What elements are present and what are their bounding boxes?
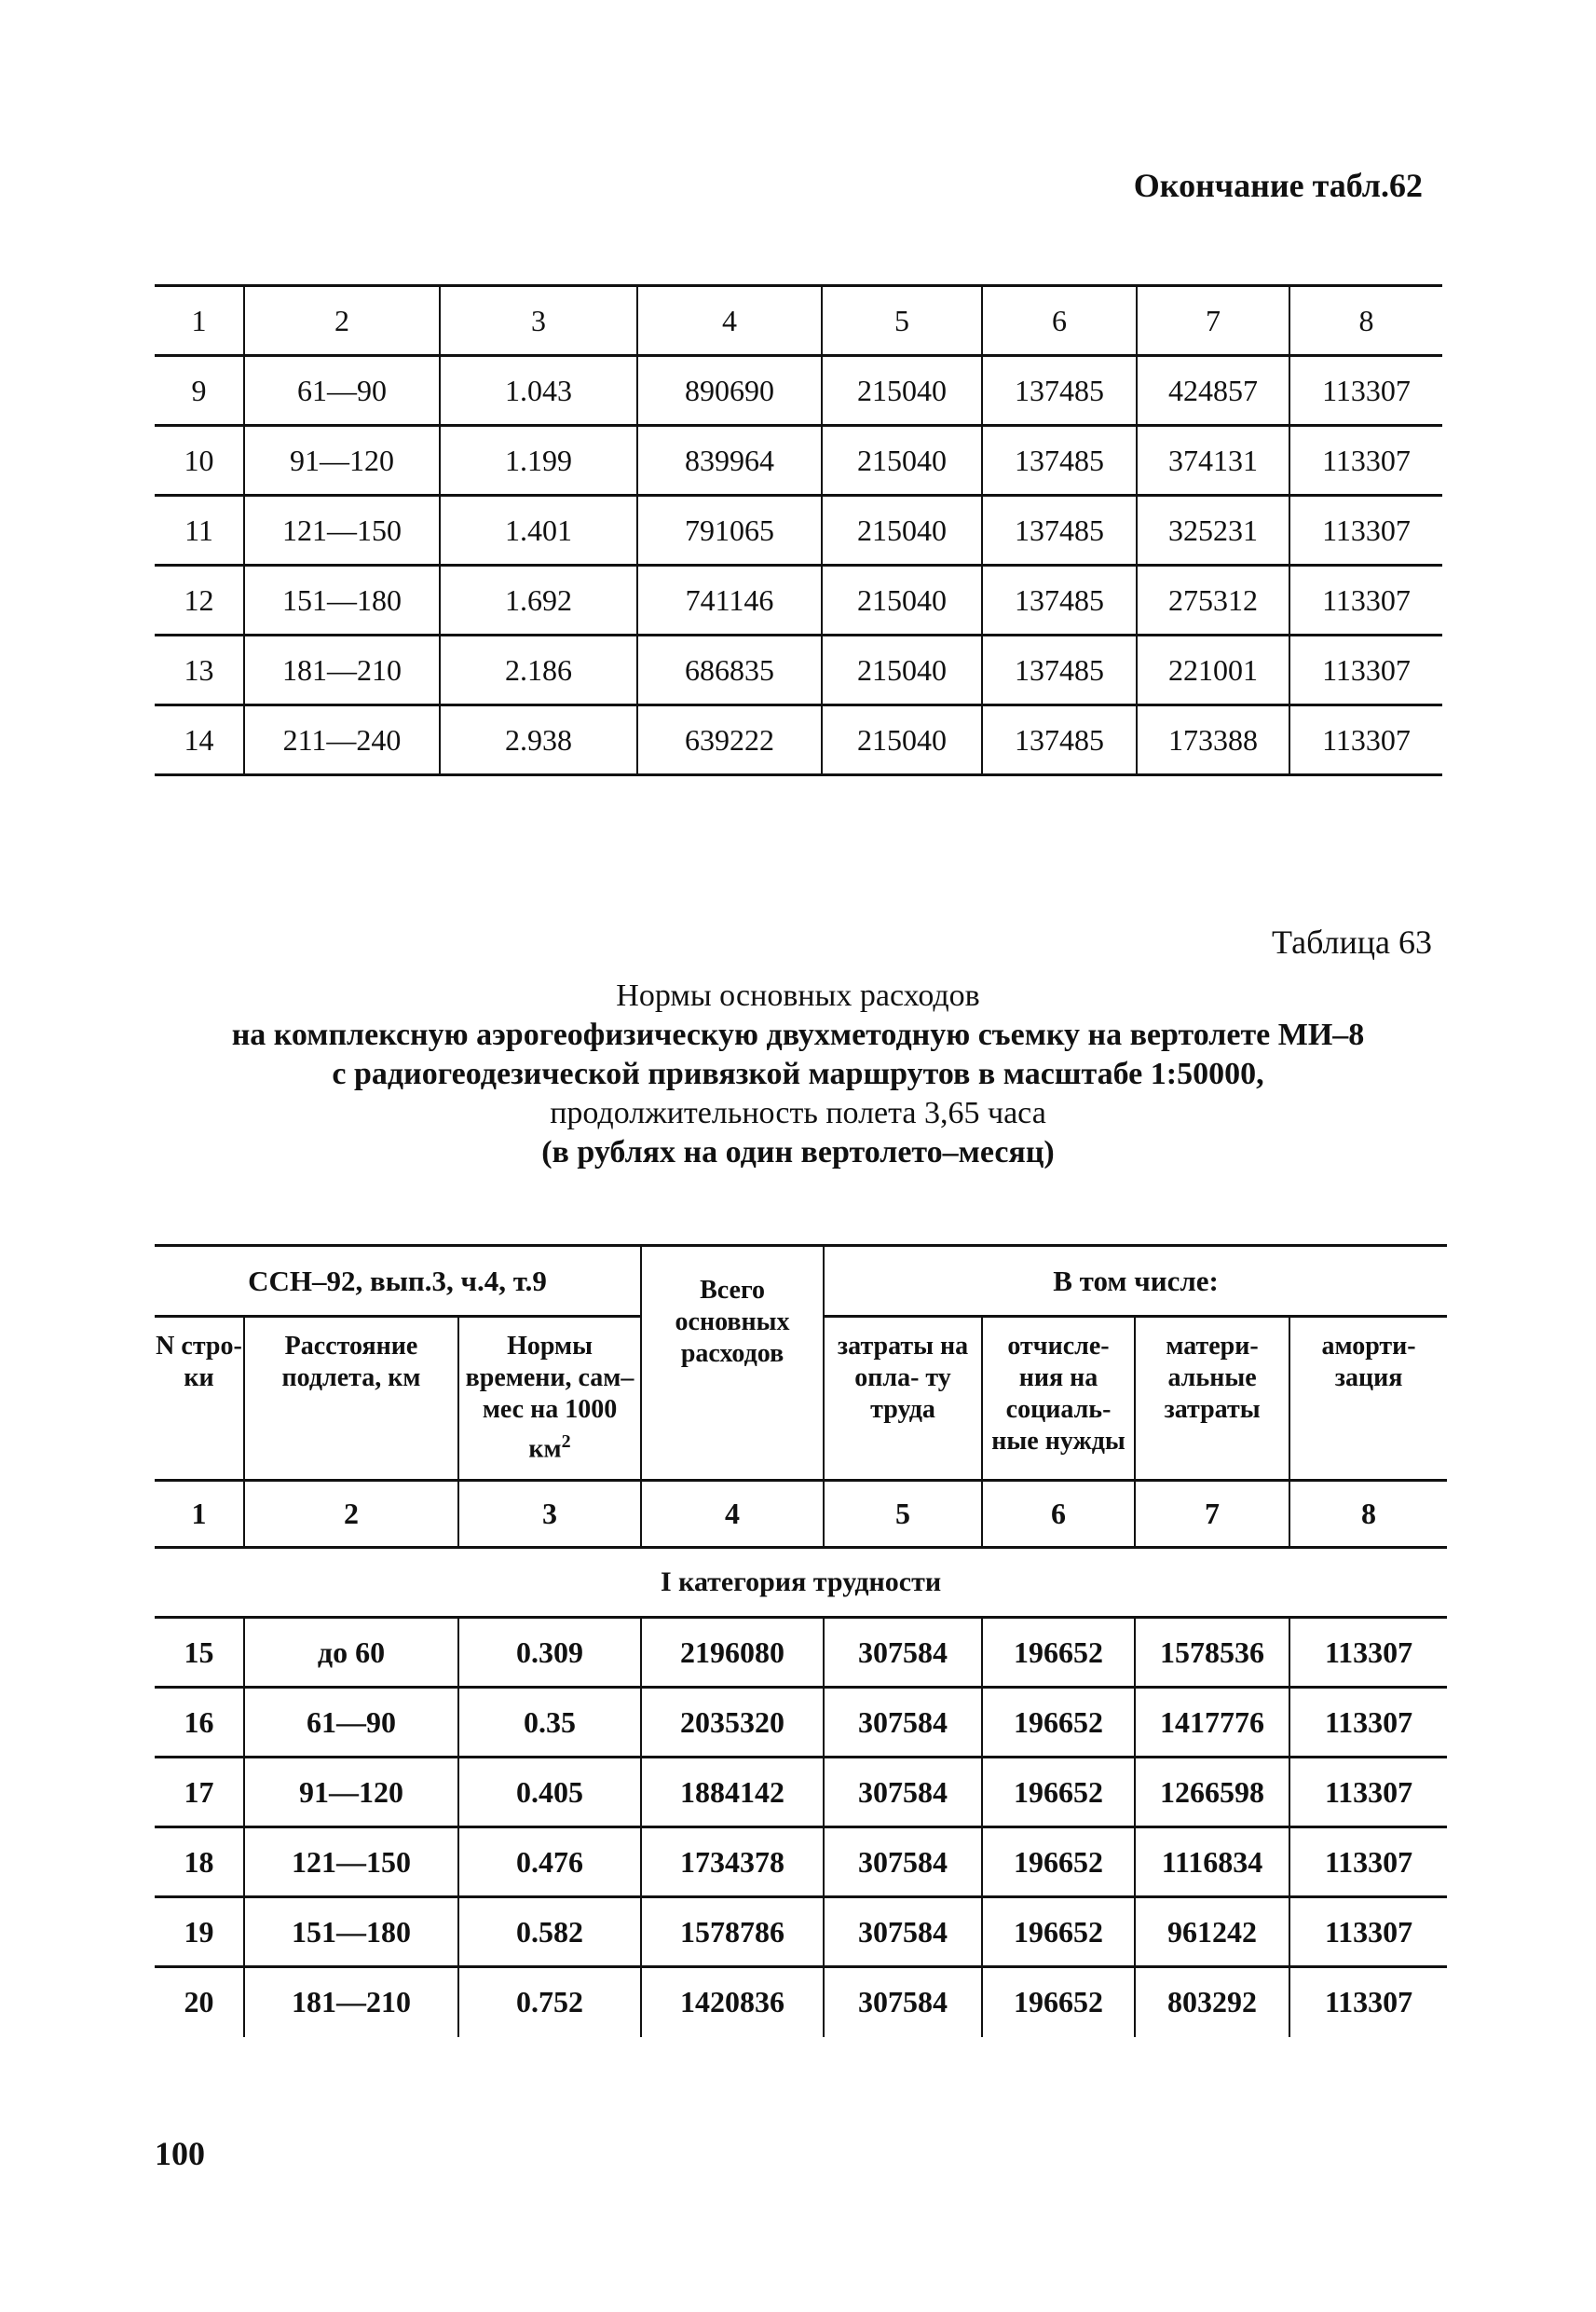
table-cell: 1.043 [440, 356, 637, 426]
table-row [155, 356, 1442, 426]
table-cell: 14 [155, 705, 244, 775]
table-cell: 1116834 [1135, 1827, 1289, 1897]
table-cell: 307584 [824, 1897, 982, 1967]
table-cell: 113307 [1289, 1967, 1447, 2037]
table-cell: 91—120 [244, 426, 440, 496]
table-63-label: Таблица 63 [1272, 923, 1432, 961]
column-number: 3 [440, 286, 637, 356]
table-cell: 137485 [982, 636, 1137, 705]
ssn-header: ССН–92, вып.3, ч.4, т.9 [155, 1246, 641, 1317]
table-cell: 0.405 [458, 1758, 641, 1827]
column-number: 7 [1135, 1481, 1289, 1548]
table-cell: 137485 [982, 566, 1137, 636]
table-cell: 113307 [1289, 356, 1442, 426]
table-cell: 61—90 [244, 1688, 458, 1758]
table-cell: 196652 [982, 1897, 1135, 1967]
time-norms-header: Нормы времени, сам–мес на 1000 $км^2$ [458, 1317, 641, 1481]
column-number: 5 [822, 286, 982, 356]
column-number: 3 [458, 1481, 641, 1548]
table-cell: 113307 [1289, 1827, 1447, 1897]
column-number: 2 [244, 286, 440, 356]
column-number: 4 [637, 286, 822, 356]
table-cell: 0.476 [458, 1827, 641, 1897]
table-cell: 9 [155, 356, 244, 426]
table-cell: 1.199 [440, 426, 637, 496]
table-row [155, 705, 1442, 775]
table-cell: 113307 [1289, 1897, 1447, 1967]
table-cell: 15 [155, 1618, 244, 1688]
table-cell: 196652 [982, 1688, 1135, 1758]
table-cell: 215040 [822, 426, 982, 496]
table-cell: 19 [155, 1897, 244, 1967]
table-cell: 791065 [637, 496, 822, 566]
table-cell: 374131 [1137, 426, 1289, 496]
table-cell: 307584 [824, 1758, 982, 1827]
table-cell: 121—150 [244, 1827, 458, 1897]
table-cell: 221001 [1137, 636, 1289, 705]
table-cell: 215040 [822, 356, 982, 426]
table-cell: 803292 [1135, 1967, 1289, 2037]
column-number: 2 [244, 1481, 458, 1548]
table-cell: 211—240 [244, 705, 440, 775]
table-cell: 1266598 [1135, 1758, 1289, 1827]
table-row [155, 636, 1442, 705]
table-row [155, 1688, 1447, 1758]
table-cell: 741146 [637, 566, 822, 636]
table-cell: 686835 [637, 636, 822, 705]
table-cell: 151—180 [244, 1897, 458, 1967]
page-number: 100 [155, 2135, 205, 2172]
table-cell: 61—90 [244, 356, 440, 426]
table-cell: 113307 [1289, 1688, 1447, 1758]
table-cell: 113307 [1289, 636, 1442, 705]
table-cell: 20 [184, 1985, 214, 2019]
table-cell: 91—120 [244, 1758, 458, 1827]
table-cell: 0.309 [458, 1618, 641, 1688]
table-cell: 13 [155, 636, 244, 705]
table-cell: 1884142 [641, 1758, 824, 1827]
table-cell: 839964 [637, 426, 822, 496]
table-row [155, 1758, 1447, 1827]
table-cell: 325231 [1137, 496, 1289, 566]
table-cell: 11 [155, 496, 244, 566]
table-cell: 181—210 [244, 636, 440, 705]
table-cell: 890690 [637, 356, 822, 426]
table-cell: 113307 [1289, 496, 1442, 566]
table-cell: 1578786 [641, 1897, 824, 1967]
table-cell: 12 [155, 566, 244, 636]
including-header: В том числе: [824, 1246, 1447, 1317]
table-cell: 1420836 [641, 1967, 824, 2037]
table-63 [155, 1244, 1447, 2037]
column-number: 8 [1289, 286, 1442, 356]
total-expenses-header: Всего основных расходов [641, 1246, 824, 1481]
table-cell: 113307 [1289, 705, 1442, 775]
table-cell: 2.186 [440, 636, 637, 705]
table-cell: 307584 [824, 1827, 982, 1897]
distance-header: Расстояние подлета, км [244, 1317, 458, 1481]
column-number: 7 [1137, 286, 1289, 356]
table-63-heading-line: продолжительность полета 3,65 часа [550, 1096, 1046, 1130]
labor-cost-header: затраты на опла- ту труда [824, 1317, 982, 1481]
table-cell: 137485 [982, 705, 1137, 775]
continuation-title: Окончание табл.62 [1133, 167, 1423, 204]
row-number-header: N стро- ки [155, 1317, 244, 1481]
table-cell: 121—150 [244, 496, 440, 566]
table-cell: 424857 [1137, 356, 1289, 426]
table-row [155, 496, 1442, 566]
table-cell: 215040 [822, 566, 982, 636]
table-cell: 215040 [822, 636, 982, 705]
table-header-row [155, 286, 1442, 356]
table-cell: 113307 [1289, 566, 1442, 636]
column-number: 6 [982, 1481, 1135, 1548]
table-row [155, 426, 1442, 496]
table-cell: 137485 [982, 426, 1137, 496]
table-63-heading-line: (в рублях на один вертолето–месяц) [541, 1135, 1055, 1170]
table-cell: 961242 [1135, 1897, 1289, 1967]
table-cell: 307584 [824, 1967, 982, 2037]
table-cell: 215040 [822, 496, 982, 566]
table-cell: 1734378 [641, 1827, 824, 1897]
table-cell: 196652 [982, 1827, 1135, 1897]
table-cell: 2196080 [641, 1618, 824, 1688]
table-cell: 2.938 [440, 705, 637, 775]
table-cell: 0.35 [458, 1688, 641, 1758]
table-cell: 0.752 [458, 1967, 641, 2037]
table-cell: 639222 [637, 705, 822, 775]
table-cell: 275312 [1137, 566, 1289, 636]
table-63-heading-line: с радиогеодезической привязкой маршрутов в масштабе 1:50000, [332, 1057, 1264, 1091]
table-cell: 215040 [822, 705, 982, 775]
table-row [155, 1897, 1447, 1967]
table-cell: 1.692 [440, 566, 637, 636]
table-cell: 16 [155, 1688, 244, 1758]
column-number: 5 [824, 1481, 982, 1548]
table-cell: 307584 [824, 1618, 982, 1688]
table-cell: 18 [155, 1827, 244, 1897]
table-cell: 151—180 [244, 566, 440, 636]
table-63-heading-line: на комплексную аэрогеофизическую двухметодную съемку на вертолете МИ–8 [231, 1018, 1365, 1052]
table-cell: 307584 [824, 1688, 982, 1758]
table-row [155, 1618, 1447, 1688]
table-cell: 1417776 [1135, 1688, 1289, 1758]
table-row [155, 1967, 1447, 2037]
table-cell: 196652 [982, 1618, 1135, 1688]
table-cell: 17 [155, 1758, 244, 1827]
social-header: отчисле- ния на социаль- ные нужды [982, 1317, 1135, 1481]
table-62-continuation [155, 284, 1442, 776]
table-cell: до 60 [244, 1618, 458, 1688]
column-number: 1 [155, 1481, 244, 1548]
table-row [155, 1827, 1447, 1897]
materials-header: матери- альные затраты [1135, 1317, 1289, 1481]
table-cell: 10 [155, 426, 244, 496]
table-cell: 0.582 [458, 1897, 641, 1967]
depreciation-header: аморти- зация [1289, 1317, 1447, 1481]
table-cell: 137485 [982, 496, 1137, 566]
table-cell: 1.401 [440, 496, 637, 566]
column-number: 6 [982, 286, 1137, 356]
column-number: 4 [641, 1481, 824, 1548]
table-63-heading-line: Нормы основных расходов [616, 978, 980, 1013]
column-number: 8 [1289, 1481, 1447, 1548]
table-row [155, 566, 1442, 636]
table-cell: 196652 [982, 1967, 1135, 2037]
table-cell: 181—210 [244, 1967, 458, 2037]
table-cell: 113307 [1289, 426, 1442, 496]
category-heading: I категория трудности [155, 1548, 1447, 1618]
table-cell: 2035320 [641, 1688, 824, 1758]
table-cell: 137485 [982, 356, 1137, 426]
table-cell: 196652 [982, 1758, 1135, 1827]
table-cell: 113307 [1289, 1758, 1447, 1827]
table-cell: 173388 [1137, 705, 1289, 775]
column-number: 1 [155, 286, 244, 356]
table-cell: 1578536 [1135, 1618, 1289, 1688]
table-cell: 113307 [1289, 1618, 1447, 1688]
